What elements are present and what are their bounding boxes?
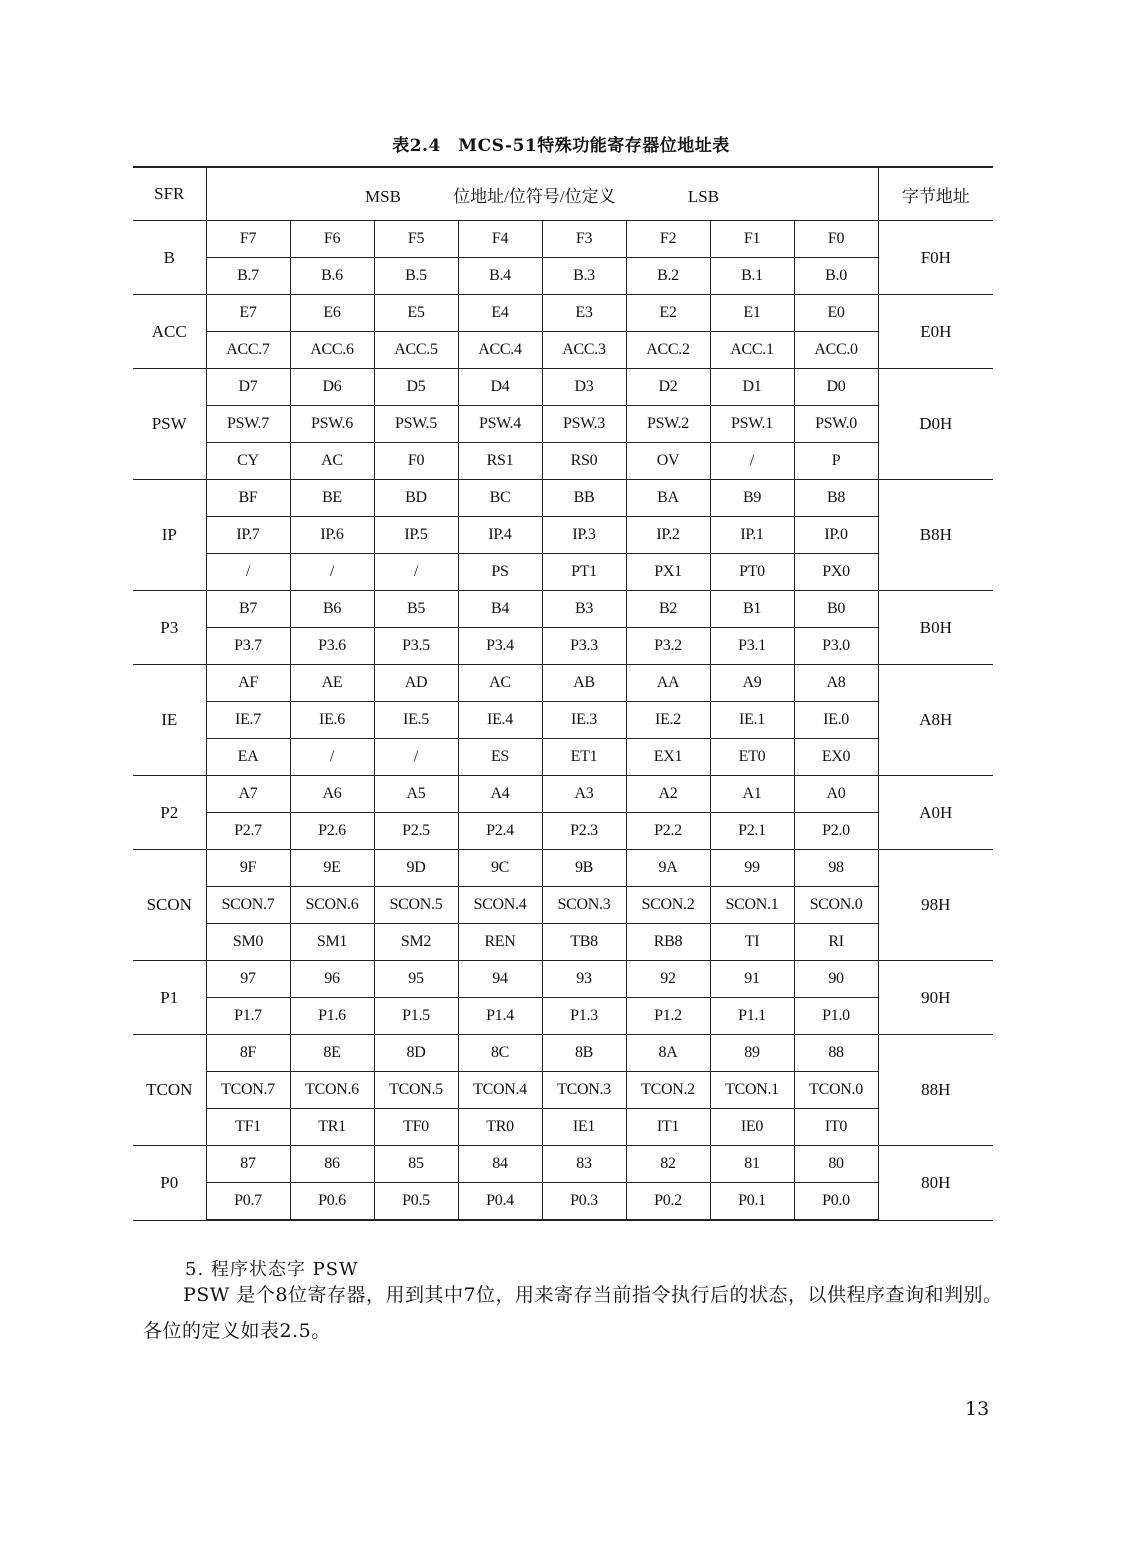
table-caption: 表2.4 MCS-51特殊功能寄存器位地址表 xyxy=(392,136,730,156)
table-row xyxy=(133,961,993,998)
bit-cell: SCON.6 xyxy=(290,887,374,924)
bit-cell: 88 xyxy=(794,1035,878,1072)
bit-cell: IT1 xyxy=(626,1109,710,1146)
bit-cell: B.0 xyxy=(794,258,878,295)
bit-cell: P2.5 xyxy=(374,813,458,850)
bit-cell: 97 xyxy=(206,961,290,998)
table-row xyxy=(133,258,993,295)
bit-cell: P3.2 xyxy=(626,628,710,665)
bit-cell: A4 xyxy=(458,776,542,813)
bit-cell: RB8 xyxy=(626,924,710,961)
bit-cell: P3.6 xyxy=(290,628,374,665)
table-row xyxy=(133,480,993,517)
bit-cell: F4 xyxy=(458,221,542,258)
bit-cell: IP.6 xyxy=(290,517,374,554)
bit-cell: AC xyxy=(458,665,542,702)
bit-cell: / xyxy=(374,554,458,591)
bit-cell: SM2 xyxy=(374,924,458,961)
bit-cell: IE.1 xyxy=(710,702,794,739)
sfr-name-cell: P2 xyxy=(133,776,206,850)
bit-cell: A7 xyxy=(206,776,290,813)
bit-cell: IE.0 xyxy=(794,702,878,739)
bit-cell: TR0 xyxy=(458,1109,542,1146)
bit-cell: EX1 xyxy=(626,739,710,776)
bit-cell: P1.4 xyxy=(458,998,542,1035)
bit-cell: P xyxy=(794,443,878,480)
table-row xyxy=(133,850,993,887)
byte-address-cell: 98H xyxy=(878,850,993,961)
bit-cell: A6 xyxy=(290,776,374,813)
bit-cell: P0.3 xyxy=(542,1183,626,1221)
bit-cell: IE.3 xyxy=(542,702,626,739)
table-row xyxy=(133,813,993,850)
bit-cell: P2.2 xyxy=(626,813,710,850)
bit-cell: 9D xyxy=(374,850,458,887)
bit-cell: P0.4 xyxy=(458,1183,542,1221)
bit-cell: TB8 xyxy=(542,924,626,961)
bit-cell: IP.0 xyxy=(794,517,878,554)
bit-cell: D1 xyxy=(710,369,794,406)
bit-cell: D2 xyxy=(626,369,710,406)
bit-cell: 8C xyxy=(458,1035,542,1072)
byte-address-cell: E0H xyxy=(878,295,993,369)
bit-cell: PSW.5 xyxy=(374,406,458,443)
bit-cell: TCON.0 xyxy=(794,1072,878,1109)
bit-cell: IP.7 xyxy=(206,517,290,554)
bit-cell: 92 xyxy=(626,961,710,998)
bit-cell: SCON.4 xyxy=(458,887,542,924)
bit-cell: TF0 xyxy=(374,1109,458,1146)
bit-cell: TCON.6 xyxy=(290,1072,374,1109)
bit-cell: / xyxy=(290,739,374,776)
byte-address-cell: B0H xyxy=(878,591,993,665)
header-byte-address: 字节地址 xyxy=(878,167,993,221)
bit-cell: F5 xyxy=(374,221,458,258)
bit-cell: IE0 xyxy=(710,1109,794,1146)
bit-cell: 83 xyxy=(542,1146,626,1183)
bit-cell: P2.3 xyxy=(542,813,626,850)
bit-cell: IP.1 xyxy=(710,517,794,554)
bit-cell: E7 xyxy=(206,295,290,332)
bit-cell: SCON.2 xyxy=(626,887,710,924)
bit-cell: 99 xyxy=(710,850,794,887)
bit-cell: D6 xyxy=(290,369,374,406)
bit-cell: P2.4 xyxy=(458,813,542,850)
bit-cell: 84 xyxy=(458,1146,542,1183)
bit-cell: E4 xyxy=(458,295,542,332)
table-row xyxy=(133,295,993,332)
bit-cell: 8F xyxy=(206,1035,290,1072)
bit-cell: ACC.2 xyxy=(626,332,710,369)
body-paragraph: PSW 是个8位寄存器，用到其中7位，用来寄存当前指令执行后的状态，以供程序查询和判别。各位的定义如表2.5。 xyxy=(143,1284,1003,1342)
bit-cell: 9B xyxy=(542,850,626,887)
bit-cell: 98 xyxy=(794,850,878,887)
bit-cell: D0 xyxy=(794,369,878,406)
bit-cell: PSW.4 xyxy=(458,406,542,443)
bit-cell: P0.6 xyxy=(290,1183,374,1221)
section-heading: 5. 程序状态字 PSW xyxy=(185,1259,359,1280)
table-row xyxy=(133,406,993,443)
bit-cell: SCON.5 xyxy=(374,887,458,924)
bit-cell: E0 xyxy=(794,295,878,332)
table-row xyxy=(133,1183,993,1221)
bit-cell: PT0 xyxy=(710,554,794,591)
bit-cell: B.3 xyxy=(542,258,626,295)
byte-address-cell: 90H xyxy=(878,961,993,1035)
bit-cell: EX0 xyxy=(794,739,878,776)
bit-cell: REN xyxy=(458,924,542,961)
bit-cell: TI xyxy=(710,924,794,961)
bit-cell: E2 xyxy=(626,295,710,332)
byte-address-cell: 88H xyxy=(878,1035,993,1146)
bit-cell: 90 xyxy=(794,961,878,998)
bit-cell: B.7 xyxy=(206,258,290,295)
table-row xyxy=(133,591,993,628)
bit-cell: 9A xyxy=(626,850,710,887)
bit-cell: B.6 xyxy=(290,258,374,295)
sfr-name-cell: PSW xyxy=(133,369,206,480)
bit-cell: P3.1 xyxy=(710,628,794,665)
bit-cell: ACC.1 xyxy=(710,332,794,369)
table-row xyxy=(133,1072,993,1109)
sfr-name-cell: B xyxy=(133,221,206,295)
table-row xyxy=(133,887,993,924)
bit-cell: TCON.5 xyxy=(374,1072,458,1109)
bit-cell: RI xyxy=(794,924,878,961)
bit-cell: P2.7 xyxy=(206,813,290,850)
table-row xyxy=(133,443,993,480)
bit-cell: B1 xyxy=(710,591,794,628)
bit-cell: ACC.5 xyxy=(374,332,458,369)
bit-cell: P0.7 xyxy=(206,1183,290,1221)
bit-cell: SCON.3 xyxy=(542,887,626,924)
bit-cell: IP.4 xyxy=(458,517,542,554)
bit-cell: P1.1 xyxy=(710,998,794,1035)
bit-cell: B.1 xyxy=(710,258,794,295)
bit-cell: 86 xyxy=(290,1146,374,1183)
sfr-name-cell: IP xyxy=(133,480,206,591)
bit-cell: B5 xyxy=(374,591,458,628)
bit-cell: E5 xyxy=(374,295,458,332)
bit-cell: RS0 xyxy=(542,443,626,480)
sfr-name-cell: P3 xyxy=(133,591,206,665)
bit-cell: OV xyxy=(626,443,710,480)
bit-cell: / xyxy=(290,554,374,591)
bit-cell: 89 xyxy=(710,1035,794,1072)
bit-cell: IE.7 xyxy=(206,702,290,739)
table-row xyxy=(133,517,993,554)
bit-cell: F3 xyxy=(542,221,626,258)
bit-cell: B3 xyxy=(542,591,626,628)
table-row xyxy=(133,332,993,369)
bit-cell: AB xyxy=(542,665,626,702)
bit-cell: E1 xyxy=(710,295,794,332)
bit-cell: B.5 xyxy=(374,258,458,295)
bit-cell: 8A xyxy=(626,1035,710,1072)
bit-cell: PSW.0 xyxy=(794,406,878,443)
bit-cell: F6 xyxy=(290,221,374,258)
table-row xyxy=(133,221,993,258)
bit-cell: ACC.3 xyxy=(542,332,626,369)
bit-cell: P1.2 xyxy=(626,998,710,1035)
bit-cell: A8 xyxy=(794,665,878,702)
bit-cell: ET0 xyxy=(710,739,794,776)
bit-cell: AC xyxy=(290,443,374,480)
bit-cell: B2 xyxy=(626,591,710,628)
sfr-name-cell: ACC xyxy=(133,295,206,369)
bit-cell: 8D xyxy=(374,1035,458,1072)
table-row xyxy=(133,1035,993,1072)
bit-cell: PSW.2 xyxy=(626,406,710,443)
bit-cell: ACC.6 xyxy=(290,332,374,369)
bit-cell: D7 xyxy=(206,369,290,406)
bit-cell: IE.5 xyxy=(374,702,458,739)
bit-cell: A5 xyxy=(374,776,458,813)
table-row xyxy=(133,665,993,702)
byte-address-cell: A8H xyxy=(878,665,993,776)
bit-cell: BA xyxy=(626,480,710,517)
bit-cell: 82 xyxy=(626,1146,710,1183)
table-row xyxy=(133,739,993,776)
bit-cell: IP.5 xyxy=(374,517,458,554)
bit-cell: P1.7 xyxy=(206,998,290,1035)
bit-cell: B4 xyxy=(458,591,542,628)
bit-cell: P0.5 xyxy=(374,1183,458,1221)
table-row xyxy=(133,628,993,665)
page-number: 13 xyxy=(965,1398,990,1420)
bit-cell: 9E xyxy=(290,850,374,887)
bit-cell: A1 xyxy=(710,776,794,813)
bit-cell: F2 xyxy=(626,221,710,258)
table-row xyxy=(133,1109,993,1146)
bit-cell: IE.4 xyxy=(458,702,542,739)
bit-cell: P3.7 xyxy=(206,628,290,665)
bit-cell: PSW.1 xyxy=(710,406,794,443)
bit-cell: P2.0 xyxy=(794,813,878,850)
bit-cell: BB xyxy=(542,480,626,517)
bit-cell: TCON.1 xyxy=(710,1072,794,1109)
bit-cell: IE1 xyxy=(542,1109,626,1146)
bit-cell: 85 xyxy=(374,1146,458,1183)
bit-cell: ACC.7 xyxy=(206,332,290,369)
bit-cell: 9F xyxy=(206,850,290,887)
bit-cell: AA xyxy=(626,665,710,702)
bit-cell: P0.2 xyxy=(626,1183,710,1221)
bit-cell: PSW.3 xyxy=(542,406,626,443)
bit-cell: / xyxy=(206,554,290,591)
bit-cell: P1.5 xyxy=(374,998,458,1035)
bit-cell: P0.0 xyxy=(794,1183,878,1221)
bit-cell: ET1 xyxy=(542,739,626,776)
bit-cell: ACC.0 xyxy=(794,332,878,369)
bit-cell: / xyxy=(374,739,458,776)
byte-address-cell: F0H xyxy=(878,221,993,295)
bit-cell: ACC.4 xyxy=(458,332,542,369)
bit-cell: PSW.7 xyxy=(206,406,290,443)
table-row xyxy=(133,776,993,813)
sfr-name-cell: P1 xyxy=(133,961,206,1035)
bit-cell: P2.6 xyxy=(290,813,374,850)
bit-cell: A9 xyxy=(710,665,794,702)
bit-cell: / xyxy=(710,443,794,480)
table-row xyxy=(133,1146,993,1183)
bit-cell: PX0 xyxy=(794,554,878,591)
bit-cell: P1.0 xyxy=(794,998,878,1035)
bit-cell: B.2 xyxy=(626,258,710,295)
bit-cell: P3.4 xyxy=(458,628,542,665)
bit-cell: D3 xyxy=(542,369,626,406)
bit-cell: P1.6 xyxy=(290,998,374,1035)
bit-cell: SCON.1 xyxy=(710,887,794,924)
bit-cell: P0.1 xyxy=(710,1183,794,1221)
bit-cell: B8 xyxy=(794,480,878,517)
bit-cell: PT1 xyxy=(542,554,626,591)
bit-cell: TCON.7 xyxy=(206,1072,290,1109)
bit-cell: 9C xyxy=(458,850,542,887)
bit-cell: F7 xyxy=(206,221,290,258)
header-bit-def-label: 位地址/位符号/位定义 xyxy=(453,186,616,206)
bit-cell: BD xyxy=(374,480,458,517)
sfr-name-cell: TCON xyxy=(133,1035,206,1146)
bit-cell: P3.5 xyxy=(374,628,458,665)
table-body xyxy=(133,221,993,1221)
bit-cell: B6 xyxy=(290,591,374,628)
header-msb: MSB xyxy=(365,186,401,206)
bit-cell: RS1 xyxy=(458,443,542,480)
bit-cell: TCON.2 xyxy=(626,1072,710,1109)
table-row xyxy=(133,998,993,1035)
bit-cell: EA xyxy=(206,739,290,776)
bit-cell: IP.3 xyxy=(542,517,626,554)
bit-cell: P2.1 xyxy=(710,813,794,850)
sfr-name-cell: P0 xyxy=(133,1146,206,1221)
bit-cell: A2 xyxy=(626,776,710,813)
bit-cell: B7 xyxy=(206,591,290,628)
byte-address-cell: A0H xyxy=(878,776,993,850)
byte-address-cell: 80H xyxy=(878,1146,993,1221)
bit-cell: 8E xyxy=(290,1035,374,1072)
bit-cell: 81 xyxy=(710,1146,794,1183)
bit-cell: E6 xyxy=(290,295,374,332)
bit-cell: BE xyxy=(290,480,374,517)
bit-cell: D5 xyxy=(374,369,458,406)
bit-cell: PS xyxy=(458,554,542,591)
bit-cell: TCON.3 xyxy=(542,1072,626,1109)
byte-address-cell: D0H xyxy=(878,369,993,480)
bit-cell: 96 xyxy=(290,961,374,998)
bit-cell: AF xyxy=(206,665,290,702)
bit-cell: E3 xyxy=(542,295,626,332)
bit-cell: BF xyxy=(206,480,290,517)
header-sfr: SFR xyxy=(133,167,206,221)
bit-cell: 94 xyxy=(458,961,542,998)
bit-cell: A3 xyxy=(542,776,626,813)
bit-cell: F0 xyxy=(794,221,878,258)
bit-cell: SM0 xyxy=(206,924,290,961)
bit-cell: SCON.0 xyxy=(794,887,878,924)
sfr-name-cell: SCON xyxy=(133,850,206,961)
bit-cell: AD xyxy=(374,665,458,702)
bit-cell: 95 xyxy=(374,961,458,998)
bit-cell: P1.3 xyxy=(542,998,626,1035)
bit-cell: PSW.6 xyxy=(290,406,374,443)
bit-cell: IE.6 xyxy=(290,702,374,739)
bit-cell: PX1 xyxy=(626,554,710,591)
table-row xyxy=(133,369,993,406)
bit-cell: B.4 xyxy=(458,258,542,295)
bit-cell: AE xyxy=(290,665,374,702)
bit-cell: F1 xyxy=(710,221,794,258)
header-bit-definition xyxy=(206,167,878,221)
header-lsb: LSB xyxy=(687,186,720,206)
bit-cell: SCON.7 xyxy=(206,887,290,924)
header-row xyxy=(133,167,993,221)
sfr-bit-address-table xyxy=(133,166,993,1221)
bit-cell: TF1 xyxy=(206,1109,290,1146)
bit-cell: CY xyxy=(206,443,290,480)
bit-cell: ES xyxy=(458,739,542,776)
bit-cell: 80 xyxy=(794,1146,878,1183)
bit-cell: B0 xyxy=(794,591,878,628)
bit-cell: P3.0 xyxy=(794,628,878,665)
bit-cell: P3.3 xyxy=(542,628,626,665)
bit-cell: 8B xyxy=(542,1035,626,1072)
bit-cell: IE.2 xyxy=(626,702,710,739)
bit-cell: D4 xyxy=(458,369,542,406)
table-row xyxy=(133,924,993,961)
bit-cell: A0 xyxy=(794,776,878,813)
bit-cell: IT0 xyxy=(794,1109,878,1146)
bit-cell: SM1 xyxy=(290,924,374,961)
bit-cell: IP.2 xyxy=(626,517,710,554)
bit-cell: B9 xyxy=(710,480,794,517)
bit-cell: 87 xyxy=(206,1146,290,1183)
byte-address-cell: B8H xyxy=(878,480,993,591)
bit-cell: TR1 xyxy=(290,1109,374,1146)
bit-cell: TCON.4 xyxy=(458,1072,542,1109)
bit-cell: 91 xyxy=(710,961,794,998)
sfr-name-cell: IE xyxy=(133,665,206,776)
bit-cell: 93 xyxy=(542,961,626,998)
table-row xyxy=(133,702,993,739)
bit-cell: F0 xyxy=(374,443,458,480)
table-row xyxy=(133,554,993,591)
bit-cell: BC xyxy=(458,480,542,517)
